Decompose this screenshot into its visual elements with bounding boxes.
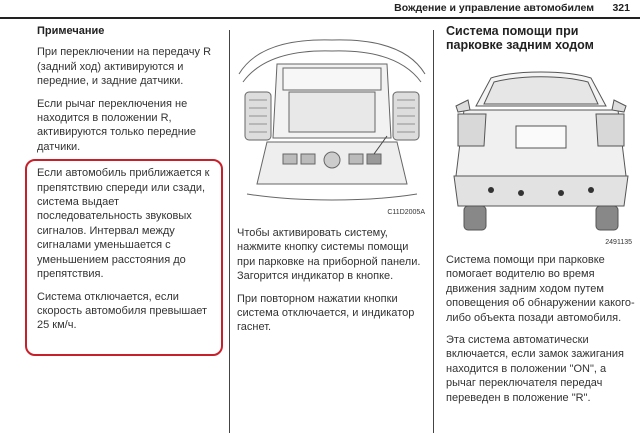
dashboard-illustration	[237, 34, 427, 218]
paragraph: При переключении на передачу R (задний ход) активируются и передние, и задние датчики.	[37, 46, 212, 88]
column-divider-1	[229, 30, 230, 433]
paragraph: Чтобы активировать систему, нажмите кнопку системы помощи при парковке на приборной панели. Загорится индикатор в кнопке.	[237, 227, 421, 283]
column-3-text	[446, 253, 636, 413]
header-title: Вождение и управление автомобилем	[394, 2, 594, 14]
dashboard-figure	[237, 34, 427, 218]
paragraph: Система отключается, если скорость автомобиля превышает 25 км/ч.	[37, 290, 208, 332]
paragraph: При повторном нажатии кнопки система отключается, и индикатор гаснет.	[237, 292, 415, 334]
rear-car-illustration	[446, 66, 636, 246]
column-3	[446, 24, 636, 58]
header-rule	[0, 17, 640, 19]
rear-car-figure	[446, 66, 636, 246]
paragraph: Эта система автоматически включается, если замок зажигания находится в положении "ON", а рычаг переключателя передач переведен в положение "R".	[446, 334, 624, 404]
paragraph: Если рычаг переключения не находится в положении R, активируются только передние датчики.	[37, 97, 197, 153]
page-header	[0, 0, 640, 17]
paragraph: Система помощи при парковке помогает водителю во время движения задним ходом путем оповещения об обнаружении какого-либо объекта позади автомобиля.	[446, 254, 635, 324]
column-1	[37, 24, 222, 341]
page-number: 321	[612, 2, 630, 14]
paragraph: Если автомобиль приближается к препятствию спереди или сзади, система выдает последовательность звуковых сигналов. Интервал между сигналами уменьшается с уменьшением расстояния до препятствия.	[37, 167, 210, 281]
column-divider-2	[433, 30, 434, 433]
figure-code: C11D2005A	[387, 209, 425, 216]
figure-code: 2491135	[605, 239, 632, 246]
column-2	[237, 226, 427, 343]
note-title: Примечание	[37, 25, 105, 37]
section-title: Система помощи при парковке задним ходом	[446, 24, 594, 52]
